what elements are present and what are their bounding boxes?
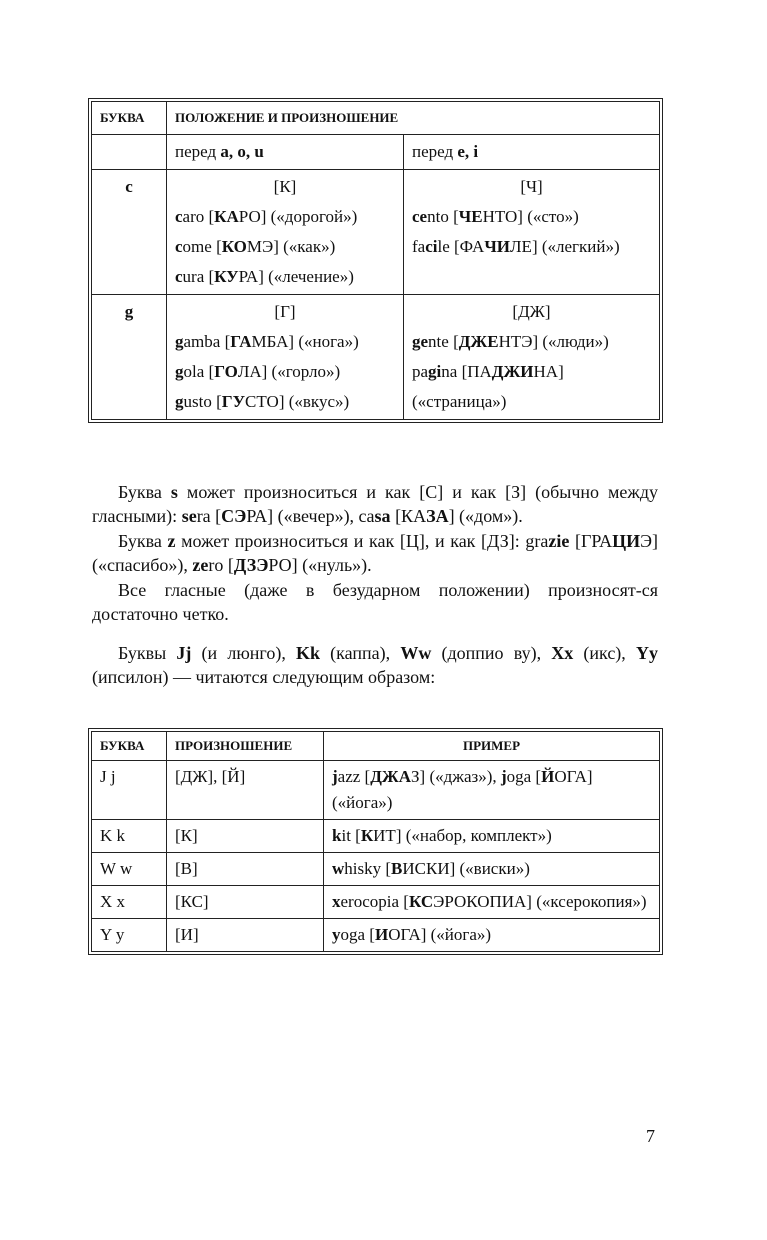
table-row xyxy=(92,820,660,853)
table-row xyxy=(92,170,660,295)
letter-cell: c xyxy=(92,170,167,295)
table-row xyxy=(92,761,660,820)
header-position: ПОЛОЖЕНИЕ И ПРОИЗНОШЕНИЕ xyxy=(167,102,660,135)
paragraph-foreign-letters: Буквы Jj (и люнго), Kk (каппа), Ww (доппио ву), Xx (икс), Yy (ипсилон) — читаются следующим образом: xyxy=(92,643,658,687)
example-cell: kit [КИТ] («набор, комплект») xyxy=(324,820,660,853)
letter-cell: W w xyxy=(92,853,167,886)
subheader-before-aou: перед a, o, u xyxy=(167,135,404,170)
letter-cell: X x xyxy=(92,886,167,919)
foreign-letters-table xyxy=(91,731,660,952)
letter-cell: Y y xyxy=(92,919,167,952)
table-row xyxy=(92,295,660,420)
example-cell: xerocopia [КСЭРОКОПИА] («ксерокопия») xyxy=(324,886,660,919)
letter-cell: K k xyxy=(92,820,167,853)
table-row xyxy=(92,886,660,919)
header-pronunciation: ПРОИЗНОШЕНИЕ xyxy=(167,732,324,761)
paragraph-letter-z: Буква z может произноситься и как [Ц], и как [ДЗ]: grazie [ГРАЦИЭ] («спасибо»), zero [ДЗЭРО] («нуль»). xyxy=(92,531,659,575)
empty-cell xyxy=(92,135,167,170)
pronunciation-cell: [К] xyxy=(167,820,324,853)
subheader-before-ei: перед e, i xyxy=(404,135,660,170)
example-cell: whisky [ВИСКИ] («виски») xyxy=(324,853,660,886)
soft-sound-cell: [Ч] cento [ЧЕНТО] («сто») facile [ФАЧИЛЕ] («легкий») xyxy=(404,170,660,295)
pronunciation-cell: [В] xyxy=(167,853,324,886)
letter-cell: J j xyxy=(92,761,167,820)
header-example: ПРИМЕР xyxy=(324,732,660,761)
pronunciation-table-c-g xyxy=(91,101,660,420)
pronunciation-cell: [КС] xyxy=(167,886,324,919)
table-row xyxy=(92,919,660,952)
pronunciation-cell: [ДЖ], [Й] xyxy=(167,761,324,820)
hard-sound-cell: [К] caro [КАРО] («дорогой») come [КОМЭ] («как») cura [КУРА] («лечение») xyxy=(167,170,404,295)
letter-cell: g xyxy=(92,295,167,420)
header-letter: БУКВА xyxy=(92,732,167,761)
table-row xyxy=(92,853,660,886)
example-cell: yoga [ИОГА] («йога») xyxy=(324,919,660,952)
page-number: 7 xyxy=(646,1126,655,1146)
pronunciation-cell: [И] xyxy=(167,919,324,952)
soft-sound-cell: [ДЖ] gente [ДЖЕНТЭ] («люди») pagina [ПАДЖИНА] («страница») xyxy=(404,295,660,420)
paragraph-vowels: Все гласные (даже в безударном положении) произносят-ся достаточно четко. xyxy=(92,580,658,624)
header-letter: БУКВА xyxy=(92,102,167,135)
paragraph-letter-s: Буква s может произноситься и как [С] и как [З] (обычно между гласными): sera [СЭРА] («вечер»), casa [КАЗА] («дом»). xyxy=(92,482,658,526)
hard-sound-cell: [Г] gamba [ГАМБА] («нога») gola [ГОЛА] («горло») gusto [ГУСТО] («вкус») xyxy=(167,295,404,420)
example-cell: jazz [ДЖАЗ] («джаз»), joga [ЙОГА] («йога») xyxy=(324,761,660,820)
